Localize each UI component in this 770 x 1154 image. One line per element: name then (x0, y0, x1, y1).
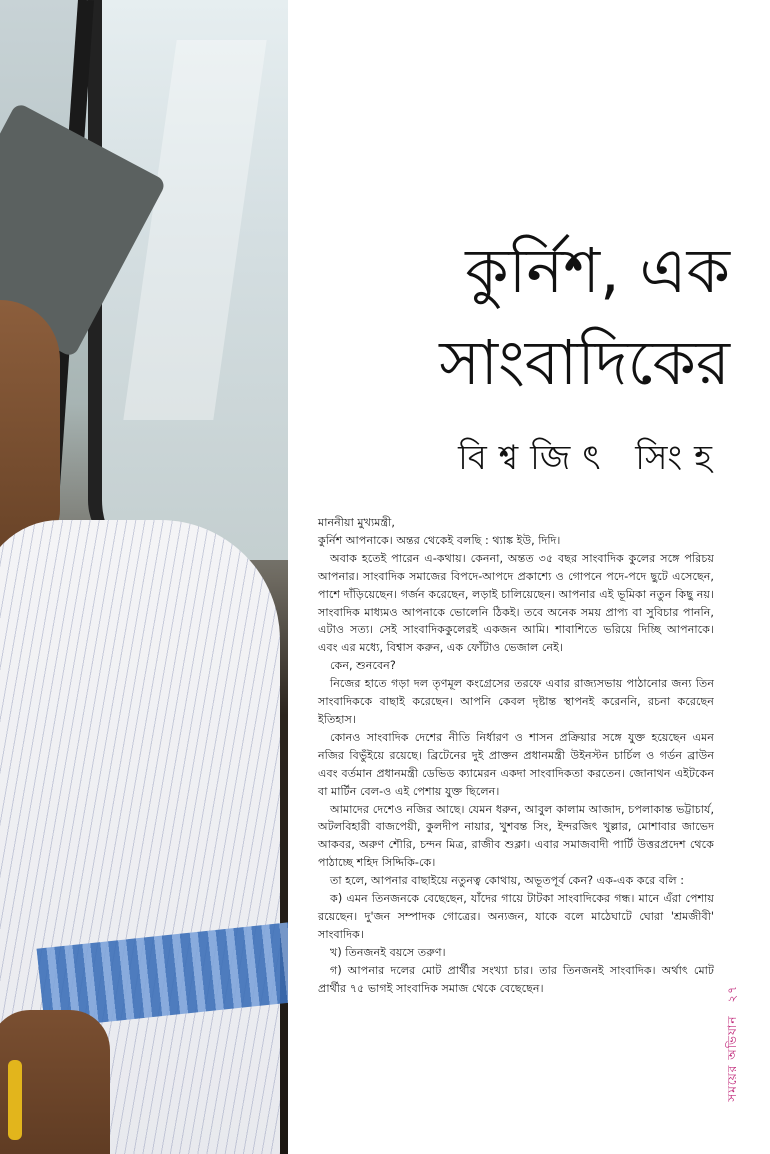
page-folio (722, 985, 742, 1102)
list-item: গ) আপনার দলের মোট প্রার্থীর সংখ্যা চার। তার তিনজনই সাংবাদিক। অর্থাৎ মোট প্রার্থীর ৭৫ ভাগই সাংবাদিক সমাজ থেকে বেছেছেন। (318, 963, 714, 995)
paragraph: কেন, শুনবেন? (330, 659, 396, 673)
article-title (330, 225, 730, 409)
title-line-1: কুর্নিশ, এক (465, 234, 730, 307)
paragraph: তা হলে, আপনার বাছাইয়ে নতুনত্ব কোথায়, অভূতপূর্ব কেন? এক-এক করে বলি : (330, 874, 685, 888)
page-number: ২৭ (725, 985, 739, 1003)
cover-photo (0, 0, 288, 1154)
author-byline: বিশ্বজিৎ সিংহ (458, 438, 724, 478)
magazine-name: সময়ের অভিযান (725, 1015, 739, 1102)
paragraph: আমাদের দেশেও নজির আছে। যেমন ধরুন, আবুল কালাম আজাদ, চপলাকান্ত ভট্টাচার্য, অটলবিহারী বাজপেয়ী, কুলদীপ নায়ার, খুশবন্ত সিং, ইন্দরজিৎ খুল্লার, মোশাবার জাভেদ আকবর, অরুণ শৌরি, চন্দন মিত্র, রাজীব শুক্লা। এবার সমাজবাদী পার্টি উত্তরপ্রদেশ থেকে পাঠাচ্ছে শহিদ সিদ্দিকি-কে। (318, 802, 714, 870)
photo-bangle (8, 1060, 22, 1140)
list-item: ক) এমন তিনজনকে বেছেছেন, যাঁদের গায়ে টাটকা সাংবাদিকের গন্ধ। মানে এঁরা পেশায় রয়েছেন। দু'জন সম্পাদক গোত্রের। অন্যজন, যাকে বলে মাঠেঘাটে ঘোরা 'শ্রমজীবী' সাংবাদিক। (318, 892, 714, 941)
paragraph: অবাক হতেই পারেন এ-কথায়। কেননা, অন্তত ৩৫ বছর সাংবাদিক কুলের সঙ্গে পরিচয় আপনার। সাংবাদিক সমাজের বিপদে-আপদে প্রকাশ্যে ও গোপনে পদে-পদে ছুটে এসেছেন, পাশে দাঁড়িয়েছেন। গর্জন করেছেন, লড়াই চালিয়েছেন। আপনার এই ভূমিকা নতুন কিছু নয়। সাংবাদিক মাধ্যমও আপনাকে ভোলেনি ঠিকই। তবে অনেক সময় প্রাপ্য বা সুবিচার পাননি, এটাও সত্য। সেই সাংবাদিককুলেরই একজন আমি। শাবাশিতে ভরিয়ে দিচ্ছি আপনাকে। এবং এর মধ্যে, বিশ্বাস করুন, এক ফোঁটাও ভেজাল নেই। (318, 551, 714, 655)
salutation: মাননীয়া মুখ্যমন্ত্রী, (318, 516, 395, 529)
article-body (318, 514, 714, 997)
photo-face (0, 300, 60, 550)
title-line-2: সাংবাদিকের (439, 326, 730, 399)
list-item: খ) তিনজনই বয়সে তরুণ। (330, 945, 446, 959)
paragraph: কোনও সাংবাদিক দেশের নীতি নির্ধারণ ও শাসন প্রক্রিয়ার সঙ্গে যুক্ত হয়েছেন এমন নজির বিভুঁইয়ে রয়েছে। ব্রিটেনের দুই প্রাক্তন প্রধানমন্ত্রী উইনস্টন চার্চিল ও গর্ডন ব্রাউন এবং বর্তমান প্রধানমন্ত্রী ডেভিড ক্যামেরন একদা সাংবাদিকতা করতেন। জোনাথন এইটকেন বা মার্টিন বেল-ও এই পেশায় যুক্ত ছিলেন। (318, 730, 714, 798)
paragraph: কুর্নিশ আপনাকে। অন্তর থেকেই বলছি : থ্যাঙ্ক ইউ, দিদি। (318, 533, 561, 547)
paragraph: নিজের হাতে গড়া দল তৃণমূল কংগ্রেসের তরফে এবার রাজ্যসভায় পাঠানোর জন্য তিন সাংবাদিককে বাছাই করেছেন। আপনি কেবল দৃষ্টান্ত স্থাপনই করেননি, রচনা করেছেন ইতিহাস। (318, 677, 714, 726)
